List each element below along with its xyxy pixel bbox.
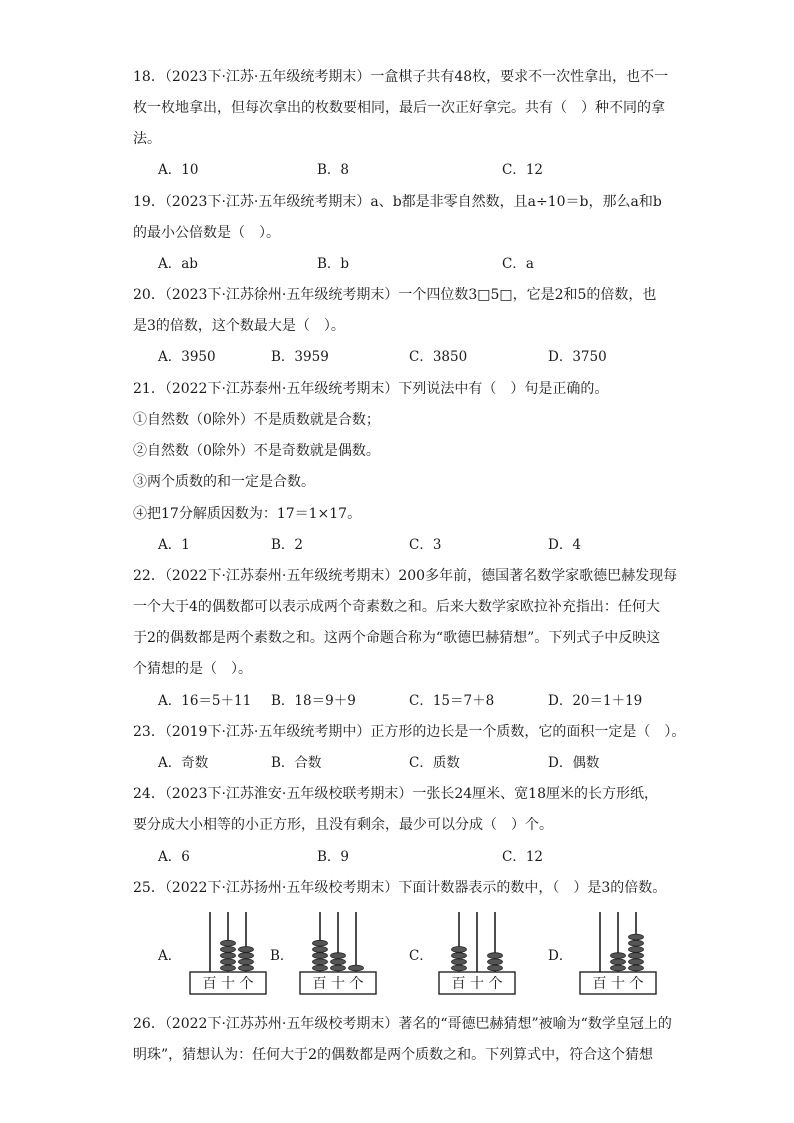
question-19-option-c[interactable]: C．a (502, 256, 534, 272)
abacus-bead (452, 947, 467, 953)
abacus-bead (349, 965, 364, 971)
question-24-option-b[interactable]: B．9 (317, 849, 350, 865)
abacus-bead (488, 959, 503, 965)
abacus-place-label: 百 十 个 (451, 976, 503, 992)
question-23-line-1: 23．（2019下·江苏·五年级统考期中）正方形的边长是一个质数，它的面积一定是（ ）。 (133, 724, 686, 740)
abacus-option-d[interactable] (578, 908, 658, 1000)
question-26-line-1: 26．（2022下·江苏苏州·五年级校考期末）著名的“哥德巴赫猜想”被喻为“数学皇冠上的 (133, 1016, 672, 1032)
question-22-line-1: 22．（2022下·江苏泰州·五年级统考期末）200多年前，德国著名数学家歌德巴赫发现每 (133, 568, 678, 584)
question-24-line-1: 24．（2023下·江苏淮安·五年级校联考期末）一张长24厘米、宽18厘米的长方形纸， (133, 786, 658, 802)
abacus-bead (331, 965, 346, 971)
question-21-option-a[interactable]: A．1 (158, 537, 190, 553)
question-21-option-d[interactable]: D．4 (548, 537, 581, 553)
abacus-bead (629, 959, 644, 965)
question-18-line-2: 枚一枚地拿出，但每次拿出的枚数要相同，最后一次正好拿完。共有（ ）种不同的拿 (133, 100, 665, 116)
question-23-option-c[interactable]: C．质数 (409, 755, 460, 771)
question-19-line-2: 的最小公倍数是（ ）。 (133, 225, 280, 241)
abacus-a-drawing (188, 908, 268, 1000)
question-22-option-a[interactable]: A．16＝5＋11 (158, 693, 252, 709)
question-23-option-b[interactable]: B．合数 (271, 755, 322, 771)
abacus-b-drawing (298, 908, 378, 1000)
abacus-bead (629, 940, 644, 946)
question-25-line-1: 25．（2022下·江苏扬州·五年级校考期末）下面计数器表示的数中，（ ）是3的倍数。 (133, 880, 667, 896)
abacus-bead (331, 959, 346, 965)
abacus-bead (239, 953, 254, 959)
question-18-line-3: 法。 (133, 131, 161, 147)
abacus-option-c[interactable] (437, 908, 517, 1000)
question-22-line-2: 一个大于4的偶数都可以表示成两个奇素数之和。后来大数学家欧拉补充指出：任何大 (133, 599, 660, 615)
question-24-option-c[interactable]: C．12 (502, 849, 544, 865)
abacus-bead (239, 947, 254, 953)
question-18-option-c[interactable]: C．12 (502, 162, 544, 178)
abacus-bead (629, 965, 644, 971)
abacus-option-a[interactable] (188, 908, 268, 1000)
question-20-option-b[interactable]: B．3959 (271, 349, 329, 365)
abacus-bead (331, 953, 346, 959)
abacus-bead (221, 940, 236, 946)
question-24-option-a[interactable]: A．6 (158, 849, 190, 865)
question-22-option-c[interactable]: C．15＝7＋8 (409, 693, 495, 709)
abacus-bead (629, 934, 644, 940)
question-21-statement-4: ④把17分解质因数为：17＝1×17。 (133, 506, 362, 522)
question-25-option-b-label[interactable]: B． (270, 948, 294, 964)
question-20-option-d[interactable]: D．3750 (548, 349, 607, 365)
question-23-option-a[interactable]: A．奇数 (158, 755, 209, 771)
abacus-bead (313, 965, 328, 971)
question-23-option-d[interactable]: D．偶数 (548, 755, 600, 771)
abacus-bead (488, 953, 503, 959)
question-19-option-a[interactable]: A．ab (158, 256, 198, 272)
abacus-bead (313, 947, 328, 953)
abacus-bead (488, 965, 503, 971)
abacus-bead (239, 959, 254, 965)
abacus-bead (452, 965, 467, 971)
question-18-line-1: 18．（2023下·江苏·五年级统考期末）一盒棋子共有48枚，要求不一次性拿出，也不一 (133, 69, 669, 85)
question-20-line-1: 20．（2023下·江苏徐州·五年级统考期末）一个四位数3□5□，它是2和5的倍数，也 (133, 287, 657, 303)
abacus-place-label: 百 十 个 (592, 976, 644, 992)
question-20-option-c[interactable]: C．3850 (409, 349, 468, 365)
abacus-bead (611, 959, 626, 965)
question-22-line-3: 于2的偶数都是两个素数之和。这两个命题合称为“歌德巴赫猜想”。下列式子中反映这 (133, 630, 661, 646)
question-18-option-a[interactable]: A．10 (158, 162, 199, 178)
abacus-bead (313, 940, 328, 946)
abacus-c-drawing (437, 908, 517, 1000)
abacus-bead (611, 965, 626, 971)
question-20-option-a[interactable]: A．3950 (158, 349, 216, 365)
question-22-line-4: 个猜想的是（ ）。 (133, 661, 252, 677)
question-26-line-2: 明珠”，猜想认为：任何大于2的偶数都是两个质数之和。下列算式中，符合这个猜想 (133, 1047, 654, 1063)
question-18-option-b[interactable]: B．8 (317, 162, 350, 178)
question-21-statement-1: ①自然数（0除外）不是质数就是合数； (133, 412, 380, 428)
abacus-bead (629, 953, 644, 959)
question-21-option-c[interactable]: C．3 (409, 537, 442, 553)
abacus-bead (221, 959, 236, 965)
abacus-option-b[interactable] (298, 908, 378, 1000)
question-21-option-b[interactable]: B．2 (271, 537, 304, 553)
abacus-bead (313, 959, 328, 965)
abacus-bead (452, 953, 467, 959)
question-25-option-a-label[interactable]: A． (158, 948, 182, 964)
abacus-bead (239, 965, 254, 971)
question-21-statement-3: ③两个质数的和一定是合数。 (133, 474, 315, 490)
abacus-bead (221, 953, 236, 959)
abacus-bead (221, 965, 236, 971)
question-21-line-1: 21．（2022下·江苏泰州·五年级统考期末）下列说法中有（ ）句是正确的。 (133, 381, 609, 397)
question-25-option-d-label[interactable]: D． (548, 948, 573, 964)
abacus-place-label: 百 十 个 (312, 976, 364, 992)
abacus-bead (313, 953, 328, 959)
question-25-option-c-label[interactable]: C． (409, 948, 433, 964)
question-22-option-b[interactable]: B．18＝9＋9 (271, 693, 356, 709)
abacus-bead (629, 947, 644, 953)
abacus-place-label: 百 十 个 (202, 976, 254, 992)
abacus-d-drawing (578, 908, 658, 1000)
question-19-option-b[interactable]: B．b (317, 256, 350, 272)
question-21-statement-2: ②自然数（0除外）不是奇数就是偶数。 (133, 443, 380, 459)
abacus-bead (452, 959, 467, 965)
question-20-line-2: 是3的倍数，这个数最大是（ ）。 (133, 318, 345, 334)
question-19-line-1: 19．（2023下·江苏·五年级统考期末）a、b都是非零自然数，且a÷10＝b，那么a和b (133, 194, 662, 210)
abacus-bead (221, 947, 236, 953)
question-22-option-d[interactable]: D．20＝1＋19 (548, 693, 643, 709)
abacus-bead (611, 953, 626, 959)
question-24-line-2: 要分成大小相等的小正方形，且没有剩余，最少可以分成（ ）个。 (133, 817, 553, 833)
